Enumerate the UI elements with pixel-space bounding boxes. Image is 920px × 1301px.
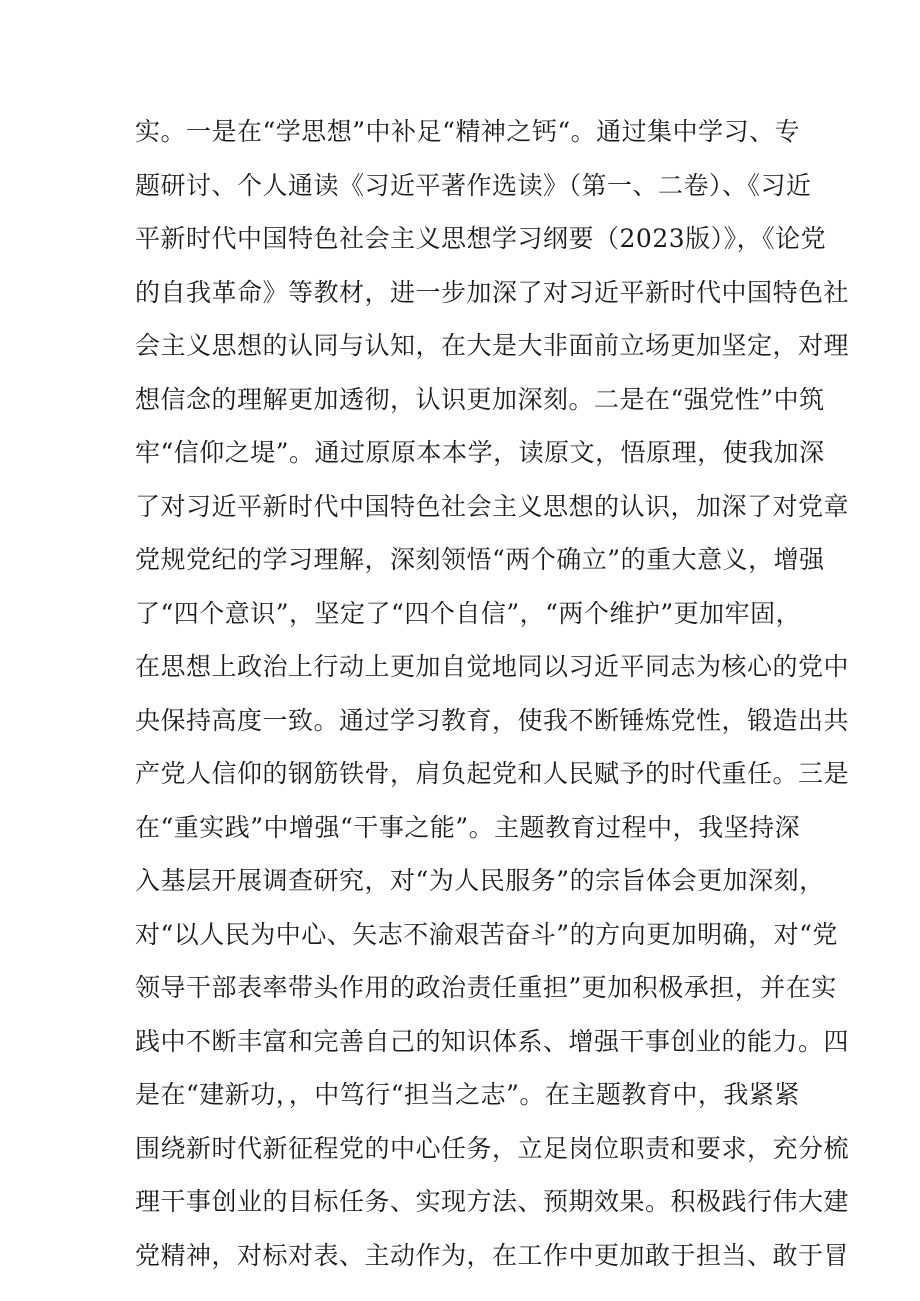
text-line-7: 牢“信仰之堤”。通过原原本本学，读原文，悟原理，使我加深: [135, 438, 825, 467]
text-line-11: 在思想上政治上行动上更加自觉地同以习近平同志为核心的党中: [135, 652, 850, 681]
text-line-4: 的自我革命》等教材，进一步加深了对习近平新时代中国特色社: [135, 277, 850, 307]
text-line-5: 会主义思想的认同与认知，在大是大非面前立场更加坚定，对理: [135, 331, 850, 360]
text-line-3: 平新时代中国特色社会主义思想学习纲要（2023版）》，《论党: [135, 224, 827, 253]
body-paragraph: [135, 105, 850, 1282]
text-line-8: 了对习近平新时代中国特色社会主义思想的认识，加深了对党章: [135, 491, 850, 521]
text-line-10: 了“四个意识”，坚定了“四个自信”，“两个维护”更加牢固，: [135, 598, 802, 628]
text-line-16: 对“以人民为中心、矢志不渝艰苦奋斗”的方向更加明确，对“党: [135, 919, 838, 949]
text-line-2: 题研讨、个人通读《习近平著作选读》（第一、二卷）、《习近: [135, 170, 812, 200]
text-line-6: 想信念的理解更加透彻，认识更加深刻。二是在“强党性”中筑: [135, 384, 825, 414]
text-line-1: 实。一是在“学思想”中补足“精神之钙“。通过集中学习、专: [135, 117, 801, 146]
text-line-14: 在“重实践”中增强“干事之能”。主题教育过程中，我坚持深: [135, 812, 801, 842]
text-line-17: 领导干部表率带头作用的政治责任重担”更加积极承担，并在实: [135, 973, 837, 1002]
text-line-21: 理干事创业的目标任务、实现方法、预期效果。积极践行伟大建: [135, 1187, 850, 1216]
text-line-12: 央保持高度一致。通过学习教育，使我不断锤炼党性，锻造出共: [135, 705, 850, 735]
text-line-19: 是在“建新功，，中笃行“担当之志”。在主题教育中，我紧紧: [135, 1080, 800, 1109]
text-line-15: 入基层开展调查研究，对“为人民服务”的宗旨体会更加深刻，: [135, 866, 825, 895]
text-line-22: 党精神，对标对表、主动作为，在工作中更加敢于担当、敢于冒: [135, 1240, 850, 1270]
text-line-9: 党规党纪的学习理解，深刻领悟“两个确立”的重大意义，增强: [135, 545, 825, 574]
text-line-13: 产党人信仰的钢筋铁骨，肩负起党和人民赋予的时代重任。三是: [135, 759, 850, 788]
text-line-20: 围绕新时代新征程党的中心任务，立足岗位职责和要求，充分梳: [135, 1133, 850, 1163]
text-line-18: 践中不断丰富和完善自己的知识体系、增强干事创业的能力。四: [135, 1026, 850, 1056]
